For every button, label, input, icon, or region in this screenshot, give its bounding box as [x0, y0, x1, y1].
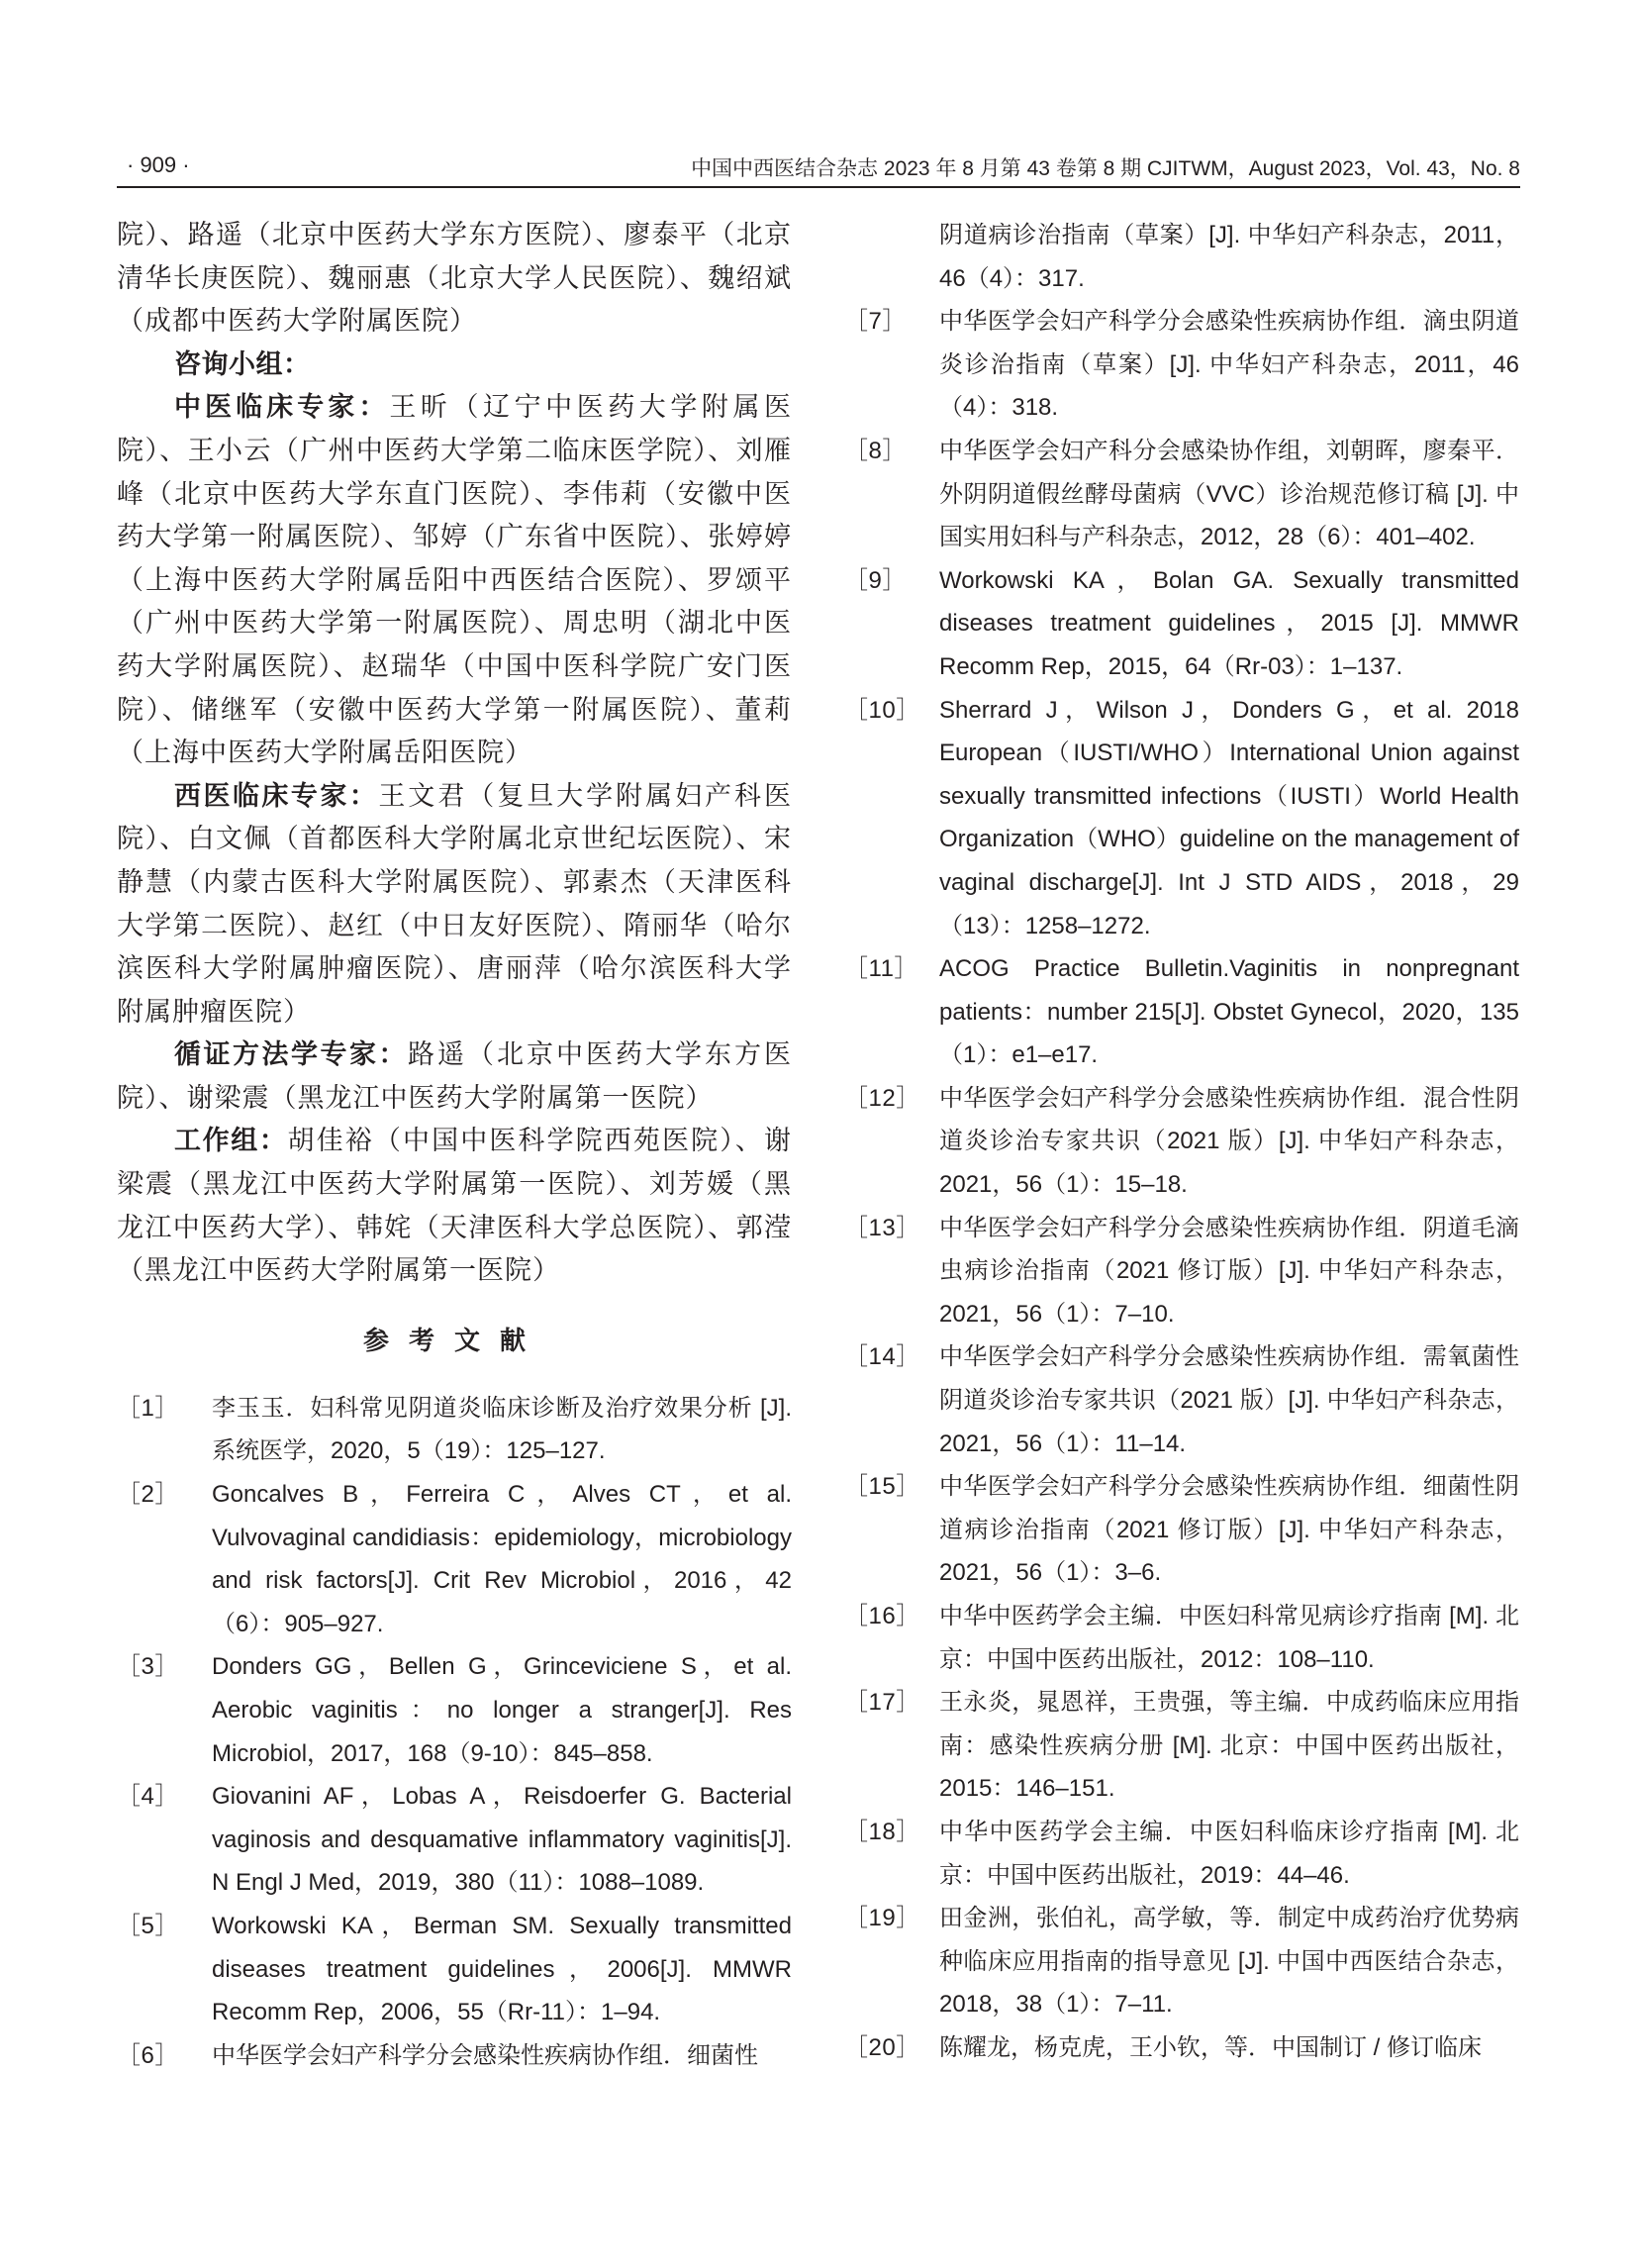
- paragraph-working-group: 工作组：胡佳裕（中国中医科学院西苑医院）、谢梁震（黑龙江中医药大学附属第一医院）、刘芳媛（黑龙江中医药大学）、韩姹（天津医科大学总医院）、郭滢（黑龙江中医药大学附属第一医院）: [117, 1126, 793, 1287]
- paragraph-consult-group: 咨询小组：: [174, 348, 311, 380]
- references-heading: 参考文献: [362, 1326, 545, 1356]
- paragraph-continued: 院）、路遥（北京中医药大学东方医院）、廖泰平（北京清华长庚医院）、魏丽惠（北京大学人民医院）、魏绍斌（成都中医药大学附属医院）: [117, 220, 792, 338]
- reference-item: ［9］ Workowski KA，Bolan GA. Sexually transmitted diseases treatment guidelines，2015 [J]. MMWR Recomm Rep，2015，64（Rr-03）：1–137.: [844, 566, 1519, 680]
- reference-item: ［16］ 中华中医药学会主编．中医妇科常见病诊疗指南 [M]. 北京：中国中医药出版社，2012：108–110.: [844, 1603, 1519, 1673]
- reference-list-left: [117, 1387, 792, 2078]
- reference-item: ［17］ 王永炎，晁恩祥，王贵强，等主编．中成药临床应用指南：感染性疾病分册 [M]. 北京：中国中医药出版社，2015：146–151.: [844, 1689, 1519, 1803]
- reference-item: ［7］ 中华医学会妇产科学分会感染性疾病协作组．滴虫阴道炎诊治指南（草案）[J]. 中华妇产科杂志，2011，46（4）：318.: [844, 308, 1519, 422]
- reference-item: ［19］ 田金洲，张伯礼，高学敏，等．制定中成药治疗优势病种临床应用指南的指导意见 [J]. 中国中西医结合杂志，2018，38（1）：7–11.: [844, 1905, 1519, 2019]
- reference-item: ［18］ 中华中医药学会主编．中医妇科临床诊疗指南 [M]. 北京：中国中医药出版社，2019：44–46.: [844, 1818, 1519, 1889]
- running-header: [117, 148, 1520, 188]
- reference-item: ［3］ Donders GG，Bellen G，Grinceviciene S，et al. Aerobic vaginitis：no longer a stranger[J]. Res Microbiol，2017，168（9-10）：845–858.: [117, 1653, 792, 1767]
- reference-item: ［11］ ACOG Practice Bulletin.Vaginitis in nonpregnant patients：number 215[J]. Obstet Gynecol，2020，135（1）：e1–e17.: [844, 955, 1519, 1069]
- header-rule: [117, 186, 1520, 188]
- reference-item: ［8］ 中华医学会妇产科分会感染协作组，刘朝晖，廖秦平．外阴阴道假丝酵母菌病（VVC）诊治规范修订稿 [J]. 中国实用妇科与产科杂志，2012，28（6）：401–402.: [844, 437, 1519, 551]
- reference-item: ［10］ Sherrard J，Wilson J，Donders G，et al. 2018 European（IUSTI/WHO）International Union against sexually transmitted infections（IUSTI）World Health Organization（WHO）guideline on the management of vaginal discharge[J]. Int J STD AIDS，2018，29（13）：1258–1272.: [844, 696, 1519, 939]
- reference-item: ［20］ 陈耀龙，杨克虎，王小钦，等．中国制订 / 修订临床: [844, 2033, 1483, 2061]
- reference-item: ［14］ 中华医学会妇产科学分会感染性疾病协作组．需氧菌性阴道炎诊治专家共识（2021 版）[J]. 中华妇产科杂志，2021，56（1）：11–14.: [844, 1343, 1519, 1457]
- paragraph-western-experts: 西医临床专家：王文君（复旦大学附属妇产科医院）、白文佩（首都医科大学附属北京世纪坛医院）、宋静慧（内蒙古医科大学附属医院）、郭素杰（天津医科大学第二医院）、赵红（中日友好医院）、隋丽华（哈尔滨医科大学附属肿瘤医院）、唐丽萍（哈尔滨医科大学附属肿瘤医院）: [117, 780, 793, 1028]
- paragraph-methodology-experts: 循证方法学专家：路遥（北京中医药大学东方医院）、谢梁震（黑龙江中医药大学附属第一医院）: [117, 1039, 792, 1114]
- reference-item: ［6］ 中华医学会妇产科学分会感染性疾病协作组．细菌性: [117, 2041, 758, 2069]
- reference-item: ［1］ 李玉玉．妇科常见阴道炎临床诊断及治疗效果分析 [J]. 系统医学，2020，5（19）：125–127.: [117, 1394, 792, 1465]
- reference-item: ［13］ 中华医学会妇产科学分会感染性疾病协作组．阴道毛滴虫病诊治指南（2021 修订版）[J]. 中华妇产科杂志，2021，56（1）：7–10.: [844, 1214, 1519, 1328]
- reference-item: ［15］ 中华医学会妇产科学分会感染性疾病协作组．细菌性阴道病诊治指南（2021 修订版）[J]. 中华妇产科杂志，2021，56（1）：3–6.: [844, 1473, 1519, 1587]
- reference-item: ［5］ Workowski KA，Berman SM. Sexually transmitted diseases treatment guidelines，2006[J]. MMWR Recomm Rep，2006，55（Rr-11）：1–94.: [117, 1912, 792, 2026]
- reference-continuation: 阴道病诊治指南（草案）[J]. 中华妇产科杂志，2011，46（4）：317.: [939, 222, 1519, 292]
- left-column: [117, 214, 792, 2077]
- reference-list-right: [844, 300, 1519, 2069]
- page-number: · 909 ·: [127, 152, 190, 177]
- paragraph-tcm-experts: 中医临床专家：王昕（辽宁中医药大学附属医院）、王小云（广州中医药大学第二临床医学院）、刘雁峰（北京中医药大学东直门医院）、李伟莉（安徽中医药大学第一附属医院）、邹婷（广东省中医院）、张婷婷（上海中医药大学附属岳阳中西医结合医院）、罗颂平（广州中医药大学第一附属医院）、周忠明（湖北中医药大学附属医院）、赵瑞华（中国中医科学院广安门医院）、储继军（安徽中医药大学第一附属医院）、董莉（上海中医药大学附属岳阳医院）: [117, 392, 793, 769]
- reference-item: ［2］ Goncalves B，Ferreira C，Alves CT，et al. Vulvovaginal candidiasis：epidemiology，microbiology and risk factors[J]. Crit Rev Microbiol，2016，42（6）：905–927.: [117, 1481, 792, 1637]
- reference-item: ［4］ Giovanini AF，Lobas A，Reisdoerfer G. Bacterial vaginosis and desquamative inflammatory vaginitis[J]. N Engl J Med，2019，380（11）：1088–1089.: [117, 1783, 792, 1897]
- journal-citation: 中国中西医结合杂志 2023 年 8 月第 43 卷第 8 期 CJITWM，August 2023，Vol. 43，No. 8: [691, 157, 1520, 180]
- reference-item: ［12］ 中华医学会妇产科学分会感染性疾病协作组．混合性阴道炎诊治专家共识（2021 版）[J]. 中华妇产科杂志，2021，56（1）：15–18.: [844, 1084, 1519, 1199]
- right-column: [844, 214, 1519, 2070]
